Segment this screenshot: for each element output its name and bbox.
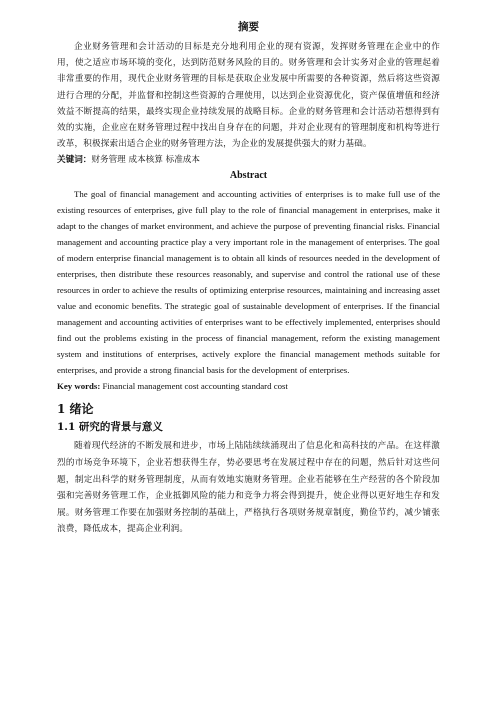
abstract-cn-paragraph: 企业财务管理和会计活动的目标是充分地利用企业的现有资源，发挥财务管理在企业中的作用，使之适应市场环境的变化，达到防范财务风险的目的。财务管理和会计实务对企业的管理起着非常重要的作用，现代企业财务管理的目标是获取企业发展中所需要的各种资源，然后将这些资源进行合理的分配，并监督和控制这些资源的合理使用，以达到企业资源优化，资产保值增值和经济效益不断提高的结果，最终实现企业持续发展的战略目标。企业的财务管理和会计活动若想得到有效的实施，企业应在财务管理过程中找出自身存在的问题，并对企业现有的管理制度和机构等进行改革，积极探索出适合企业的财务管理方法，为企业的发展提供强大的财力基础。 [57, 42, 440, 150]
abstract-en-heading: Abstract [229, 170, 268, 182]
keywords-cn [57, 153, 440, 167]
keywords-en-label: Key words: [57, 381, 101, 392]
keywords-en-text: Financial management cost accounting standard cost [100, 381, 288, 392]
chapter-heading: 1 绪论 [57, 402, 94, 417]
keywords-cn-text: 财务管理 成本核算 标准成本 [91, 155, 200, 166]
keywords-en [57, 379, 440, 393]
abstract-en-paragraph: The goal of financial management and accounting activities of enterprises is to make full use of the existing resources of enterprises, give full play to the role of financial management in enterprises, make it adapt to the changes of market environment, and achieve the purpose of preventing financial risks. Financial management and accounting practice play a very important role in the management of enterprises. The goal of modern enterprise financial management is to obtain all kinds of resources needed in the development of enterprises, then distribute these resources reasonably, and supervise and control the rational use of these resources in order to achieve the results of optimizing enterprise resources, maintaining and increasing asset value and economic benefits. The strategic goal of sustainable development of enterprises. If the financial management and accounting activities of enterprises want to be effectively implemented, enterprises should find out the problems existing in the process of financial management, reform the existing management system and institutions of enterprises, actively explore the financial management methods suitable for enterprises, and provide a strong financial basis for the development of enterprises. [57, 189, 440, 376]
keywords-cn-label: 关键词： [57, 155, 92, 166]
section-heading: 1.1 研究的背景与意义 [57, 421, 163, 434]
section-paragraph: 随着现代经济的不断发展和进步，市场上陆陆续续涌现出了信息化和高科技的产品。在这样激烈的市场竞争环境下，企业若想获得生存，势必要思考在发展过程中存在的问题，然后针对这些问题，制定出科学的财务管理制度，从而有效地实施财务管理。企业若能够在生产经营的各个阶段加强和完善财务管理工作，企业抵御风险的能力和竞争力将会得到提升，使企业得以更好地生存和发展。财务管理工作要在加强财务控制的基础上，严格执行各项财务规章制度，勤俭节约，减少铺张浪费，降低成本，提高企业利润。 [57, 441, 440, 535]
abstract-cn-heading: 摘要 [238, 21, 259, 33]
